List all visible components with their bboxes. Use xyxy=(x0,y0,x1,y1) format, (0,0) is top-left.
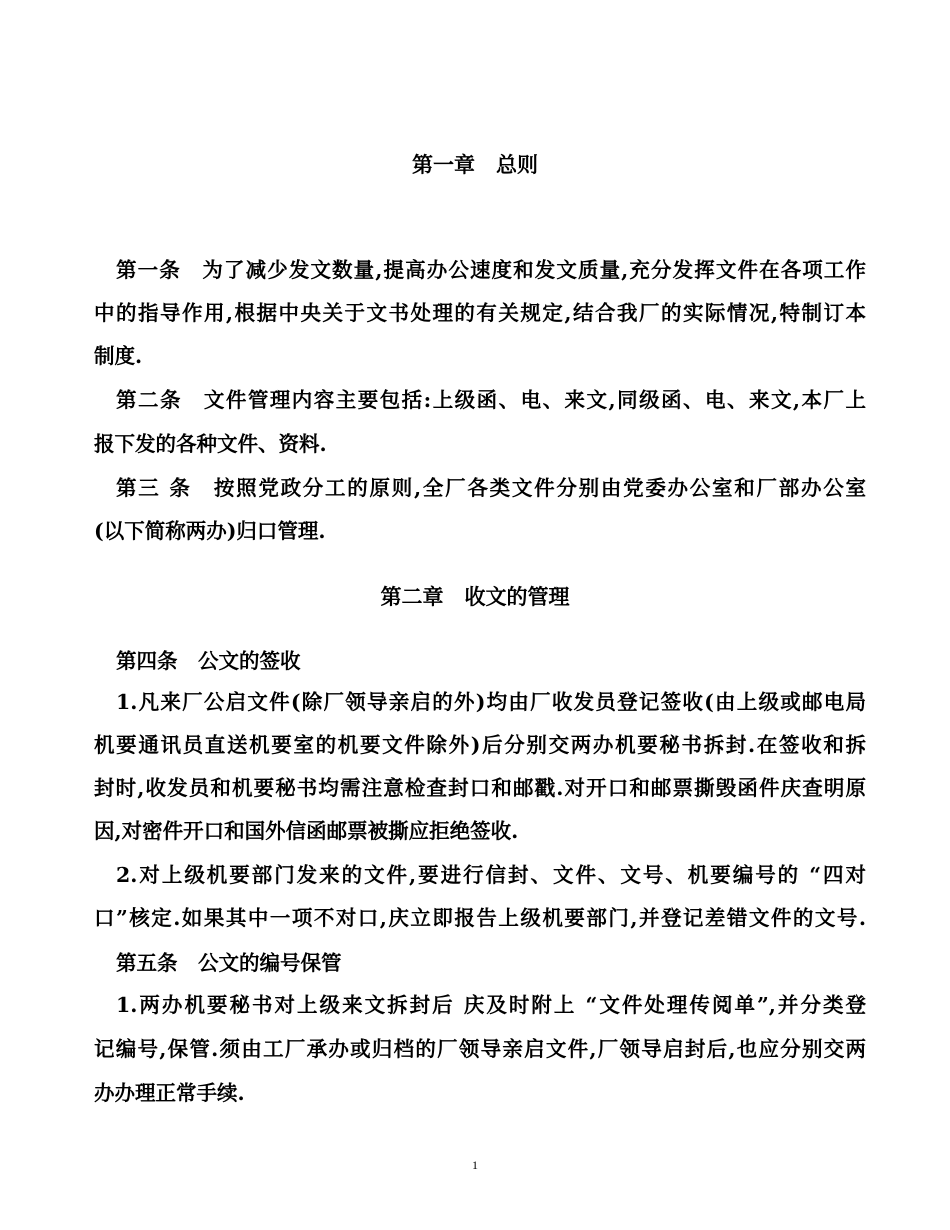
paragraph-line: 第一条 为了减少发文数量,提高办公速度和发文质量,充分发挥文件在各项工作 xyxy=(116,258,866,282)
paragraph-line: 机要通讯员直送机要室的机要文件除外)后分别交两办机要秘书拆封.在签收和拆 xyxy=(94,733,866,757)
paragraph-line: 因,对密件开口和国外信函邮票被撕应拒绝签收. xyxy=(94,819,519,843)
paragraph-line: 第二条 文件管理内容主要包括:上级函、电、来文,同级函、电、来文,本厂上 xyxy=(116,388,866,412)
paragraph-line: 第四条 公文的签收 xyxy=(116,649,301,673)
page-number: 1 xyxy=(472,1158,478,1172)
chapter-2-heading: 第二章 收文的管理 xyxy=(380,584,570,609)
paragraph-line: 制度. xyxy=(94,344,143,368)
paragraph-line: 1.两办机要秘书对上级来文拆封后 庆及时附上 “文件处理传阅单”,并分类登 xyxy=(116,993,866,1017)
paragraph-line: 记编号,保管.须由工厂承办或归档的厂领导亲启文件,厂领导启封后,也应分别交两 xyxy=(94,1037,866,1061)
paragraph-line: 中的指导作用,根据中央关于文书处理的有关规定,结合我厂的实际情况,特制订本 xyxy=(94,301,866,325)
paragraph-line: 办办理正常手续. xyxy=(94,1081,245,1105)
paragraph-line: 封时,收发员和机要秘书均需注意检查封口和邮戳.对开口和邮票撕毁函件庆查明原 xyxy=(94,776,866,800)
paragraph-line: 第三 条 按照党政分工的原则,全厂各类文件分别由党委办公室和厂部办公室 xyxy=(116,476,866,500)
chapter-1-heading: 第一章 总则 xyxy=(412,152,538,177)
paragraph-line: 1.凡来厂公启文件(除厂领导亲启的外)均由厂收发员登记签收(由上级或邮电局 xyxy=(116,690,866,714)
paragraph-line: (以下简称两办)归口管理. xyxy=(94,519,326,543)
paragraph-line: 第五条 公文的编号保管 xyxy=(116,951,342,975)
paragraph-line: 口”核定.如果其中一项不对口,庆立即报告上级机要部门,并登记差错文件的文号. xyxy=(94,906,866,930)
paragraph-line: 2.对上级机要部门发来的文件,要进行信封、文件、文号、机要编号的 “四对 xyxy=(116,863,866,887)
paragraph-line: 报下发的各种文件、资料. xyxy=(94,432,327,456)
